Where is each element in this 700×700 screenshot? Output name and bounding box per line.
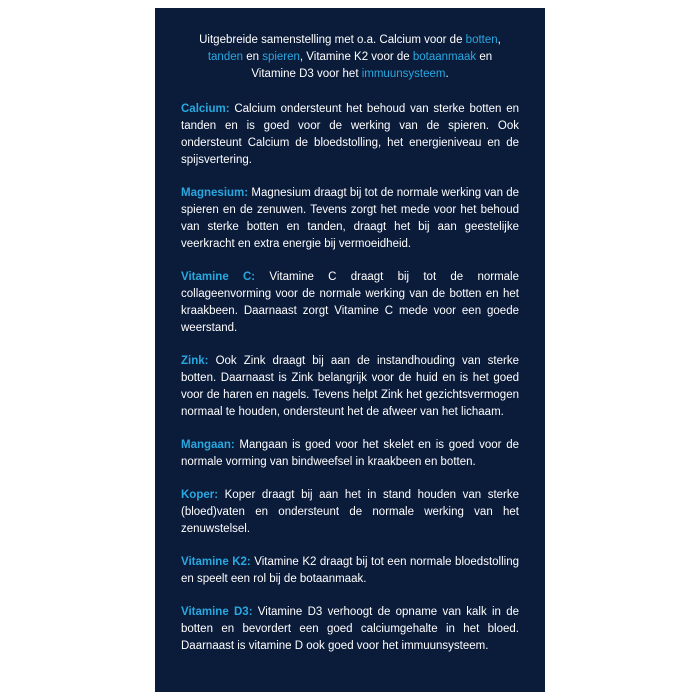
- nutrient-description: Koper draagt bij aan het in stand houden van sterke (bloed)vaten en ondersteunt de normale werking van het zenuwstelsel.: [181, 489, 520, 535]
- intro-text-5: en Vitamine D3 voor het: [251, 51, 493, 80]
- ingredients-panel: [155, 8, 545, 692]
- intro-text-1: Uitgebreide samenstelling met o.a. Calcium voor de: [199, 34, 466, 46]
- nutrient-description: Calcium ondersteunt het behoud van sterke botten en tanden en is goed voor de werking van de spieren. Ook ondersteunt Calcium de bloedstolling, het energieniveau en de spijsvertering.: [181, 103, 520, 166]
- nutrient-block-calcium: [181, 101, 519, 169]
- intro-text-6: .: [445, 68, 449, 80]
- nutrient-block-vitamine-c: [181, 269, 519, 337]
- nutrient-term: Zink:: [181, 355, 209, 367]
- nutrient-description: Vitamine C draagt bij tot de normale collageenvorming voor de normale werking van de botten en het kraakbeen. Daarnaast zorgt Vitamine C mede voor een goede weerstand.: [181, 271, 520, 334]
- nutrient-block-mangaan: [181, 437, 519, 471]
- nutrient-block-magnesium: [181, 185, 519, 253]
- nutrient-block-koper: [181, 487, 519, 538]
- intro-highlight-spieren: spieren: [262, 51, 300, 63]
- nutrient-term: Calcium:: [181, 103, 230, 115]
- nutrient-description: Ook Zink draagt bij aan de instandhouding van sterke botten. Daarnaast is Zink belangrijk voor de huid en is het goed voor de haren en nagels. Tevens helpt Zink het gezichtsvermogen normaal te houden, ondersteunt het de afweer van het lichaam.: [181, 355, 520, 418]
- nutrient-block-zink: [181, 353, 519, 421]
- nutrient-term: Vitamine K2:: [181, 556, 251, 568]
- intro-text-3: en: [243, 51, 263, 63]
- nutrient-term: Koper:: [181, 489, 219, 501]
- nutrient-block-vitamine-d3: [181, 604, 519, 655]
- nutrient-term: Mangaan:: [181, 439, 235, 451]
- intro-highlight-botaanmaak: botaanmaak: [412, 51, 477, 63]
- nutrient-description: Vitamine D3 verhoogt de opname van kalk in de botten en bevordert een goed calciumgehalte in het bloed. Daarnaast is vitamine D ook goed voor het immuunsysteem.: [181, 606, 519, 652]
- intro-text-2: ,: [497, 34, 501, 46]
- nutrient-term: Vitamine C:: [181, 271, 256, 283]
- intro-paragraph: [185, 32, 515, 83]
- intro-highlight-immuunsysteem: immuunsysteem: [361, 68, 446, 80]
- intro-text-4: , Vitamine K2 voor de: [299, 51, 413, 63]
- nutrient-description: Magnesium draagt bij tot de normale werking van de spieren en de zenuwen. Tevens zorgt het mede voor het behoud van sterke botten en tanden, draagt het bij aan geestelijke veerkracht en extra energie bij vermoeidheid.: [181, 187, 520, 250]
- nutrient-term: Vitamine D3:: [181, 606, 253, 618]
- intro-highlight-botten: botten: [465, 34, 498, 46]
- intro-highlight-tanden: tanden: [207, 51, 244, 63]
- nutrient-description: Mangaan is goed voor het skelet en is goed voor de normale vorming van bindweefsel in kraakbeen en botten.: [181, 439, 519, 468]
- nutrient-term: Magnesium:: [181, 187, 249, 199]
- nutrient-description: Vitamine K2 draagt bij tot een normale bloedstolling en speelt een rol bij de botaanmaak.: [181, 556, 519, 585]
- nutrient-block-vitamine-k2: [181, 554, 519, 588]
